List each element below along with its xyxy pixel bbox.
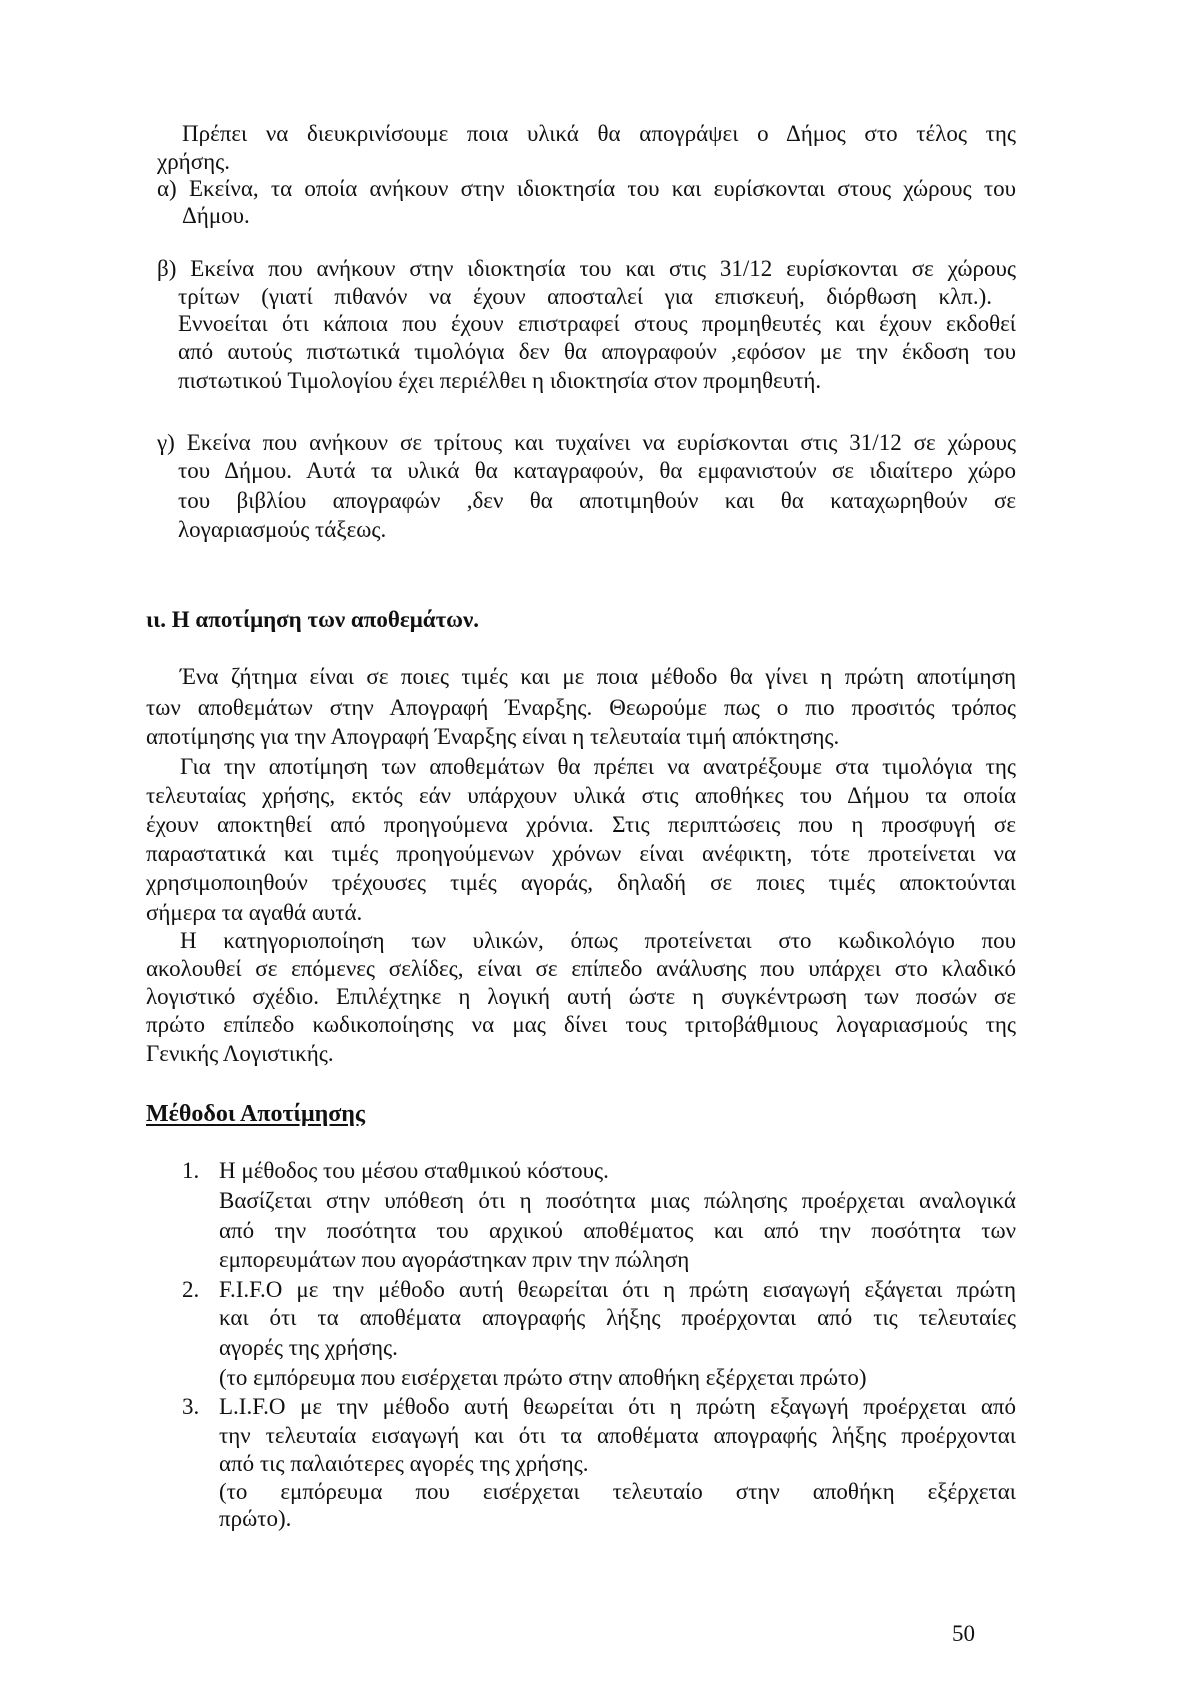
item-c-line: του Δήμου. Αυτά τα υλικά θα καταγραφούν, θα εμφανιστούν σε ιδιαίτερο χώρο bbox=[178, 458, 1016, 483]
page-number: 50 bbox=[952, 1621, 975, 1646]
item-a-line: Δήμου. bbox=[182, 203, 250, 228]
method-line: Βασίζεται στην υπόθεση ότι η ποσότητα μιας πώλησης προέρχεται αναλογικά bbox=[219, 1188, 1016, 1213]
method-line: αγορές της χρήσης. bbox=[219, 1335, 398, 1360]
list-number: 3. bbox=[182, 1394, 200, 1419]
item-b-line: Εννοείται ότι κάποια που έχουν επιστραφεί στους προμηθευτές και έχουν εκδοθεί bbox=[178, 311, 1016, 336]
item-b-line: β) Εκείνα που ανήκουν στην ιδιοκτησία του και στις 31/12 ευρίσκονται σε χώρους bbox=[157, 256, 1016, 281]
method-line: L.I.F.O με την μέθοδο αυτή θεωρείται ότι η πρώτη εξαγωγή προέρχεται από bbox=[219, 1394, 1016, 1419]
item-b-line: από αυτούς πιστωτικά τιμολόγια δεν θα απογραφούν ,εφόσον με την έκδοση του bbox=[178, 339, 1016, 364]
body-line: σήμερα τα αγαθά αυτά. bbox=[146, 900, 363, 925]
body-line: τελευταίας χρήσης, εκτός εάν υπάρχουν υλικά στις αποθήκες του Δήμου τα οποία bbox=[146, 783, 1016, 808]
list-number: 1. bbox=[182, 1158, 200, 1183]
method-line: (το εμπόρευμα που εισέρχεται τελευταίο στην αποθήκη εξέρχεται bbox=[219, 1479, 1016, 1504]
body-line: αποτίμησης για την Απογραφή Έναρξης είναι η τελευταία τιμή απόκτησης. bbox=[146, 724, 840, 749]
body-line: πρώτο επίπεδο κωδικοποίησης να μας δίνει τους τριτοβάθμιους λογαριασμούς της bbox=[146, 1012, 1016, 1037]
method-line: εμπορευμάτων που αγοράστηκαν πριν την πώληση bbox=[219, 1247, 690, 1272]
list-number: 2. bbox=[182, 1277, 200, 1302]
item-c-line: γ) Εκείνα που ανήκουν σε τρίτους και τυχαίνει να ευρίσκονται στις 31/12 σε χώρους bbox=[157, 430, 1016, 455]
body-line: έχουν αποκτηθεί από προηγούμενα χρόνια. Στις περιπτώσεις που η προσφυγή σε bbox=[146, 812, 1016, 837]
item-c-line: λογαριασμούς τάξεως. bbox=[178, 517, 387, 542]
method-line: F.I.F.O με την μέθοδο αυτή θεωρείται ότι η πρώτη εισαγωγή εξάγεται πρώτη bbox=[219, 1277, 1016, 1302]
body-line: ακολουθεί σε επόμενες σελίδες, είναι σε επίπεδο ανάλυσης που υπάρχει στο κλαδικό bbox=[146, 956, 1016, 981]
body-line: των αποθεμάτων στην Απογραφή Έναρξης. Θεωρούμε πως ο πιο προσιτός τρόπος bbox=[146, 695, 1016, 720]
body-line: Ένα ζήτημα είναι σε ποιες τιμές και με ποια μέθοδο θα γίνει η πρώτη αποτίμηση bbox=[180, 664, 1016, 689]
method-line: Η μέθοδος του μέσου σταθμικού κόστους. bbox=[219, 1158, 609, 1183]
item-a-line: α) Εκείνα, τα οποία ανήκουν στην ιδιοκτησία του και ευρίσκονται στους χώρους του bbox=[157, 176, 1016, 201]
intro-line: χρήσης. bbox=[157, 149, 230, 174]
method-line: από τις παλαιότερες αγορές της χρήσης. bbox=[219, 1451, 589, 1476]
method-line: από την ποσότητα του αρχικού αποθέματος και από την ποσότητα των bbox=[219, 1218, 1016, 1243]
body-line: χρησιμοποιηθούν τρέχουσες τιμές αγοράς, δηλαδή σε ποιες τιμές αποκτούνται bbox=[146, 870, 1016, 895]
intro-line: Πρέπει να διευκρινίσουμε ποια υλικά θα απογράψει ο Δήμος στο τέλος της bbox=[182, 121, 1016, 146]
item-b-line: τρίτων (γιατί πιθανόν να έχουν αποσταλεί για επισκευή, διόρθωση κλπ.). bbox=[178, 284, 992, 309]
section-heading: ιι. Η αποτίμηση των αποθεμάτων. bbox=[146, 607, 480, 632]
method-line: και ότι τα αποθέματα απογραφής λήξης προέρχονται από τις τελευταίες bbox=[219, 1305, 1016, 1330]
method-line: (το εμπόρευμα που εισέρχεται πρώτο στην αποθήκη εξέρχεται πρώτο) bbox=[219, 1365, 867, 1390]
body-line: Για την αποτίμηση των αποθεμάτων θα πρέπει να ανατρέξουμε στα τιμολόγια της bbox=[180, 754, 1016, 779]
body-line: λογιστικό σχέδιο. Επιλέχτηκε η λογική αυτή ώστε η συγκέντρωση των ποσών σε bbox=[146, 984, 1016, 1009]
body-line: παραστατικά και τιμές προηγούμενων χρόνων είναι ανέφικτη, τότε προτείνεται να bbox=[146, 841, 1016, 866]
method-line: πρώτο). bbox=[219, 1506, 292, 1531]
body-line: Γενικής Λογιστικής. bbox=[146, 1041, 334, 1066]
method-line: την τελευταία εισαγωγή και ότι τα αποθέματα απογραφής λήξης προέρχονται bbox=[219, 1423, 1016, 1448]
methods-heading: Μέθοδοι Αποτίμησης bbox=[146, 1101, 366, 1127]
item-b-line: πιστωτικού Τιμολογίου έχει περιέλθει η ιδιοκτησία στον προμηθευτή. bbox=[178, 368, 822, 393]
body-line: Η κατηγοριοποίηση των υλικών, όπως προτείνεται στο κωδικολόγιο που bbox=[180, 928, 1016, 953]
item-c-line: του βιβλίου απογραφών ,δεν θα αποτιμηθούν και θα καταχωρηθούν σε bbox=[178, 488, 1016, 513]
